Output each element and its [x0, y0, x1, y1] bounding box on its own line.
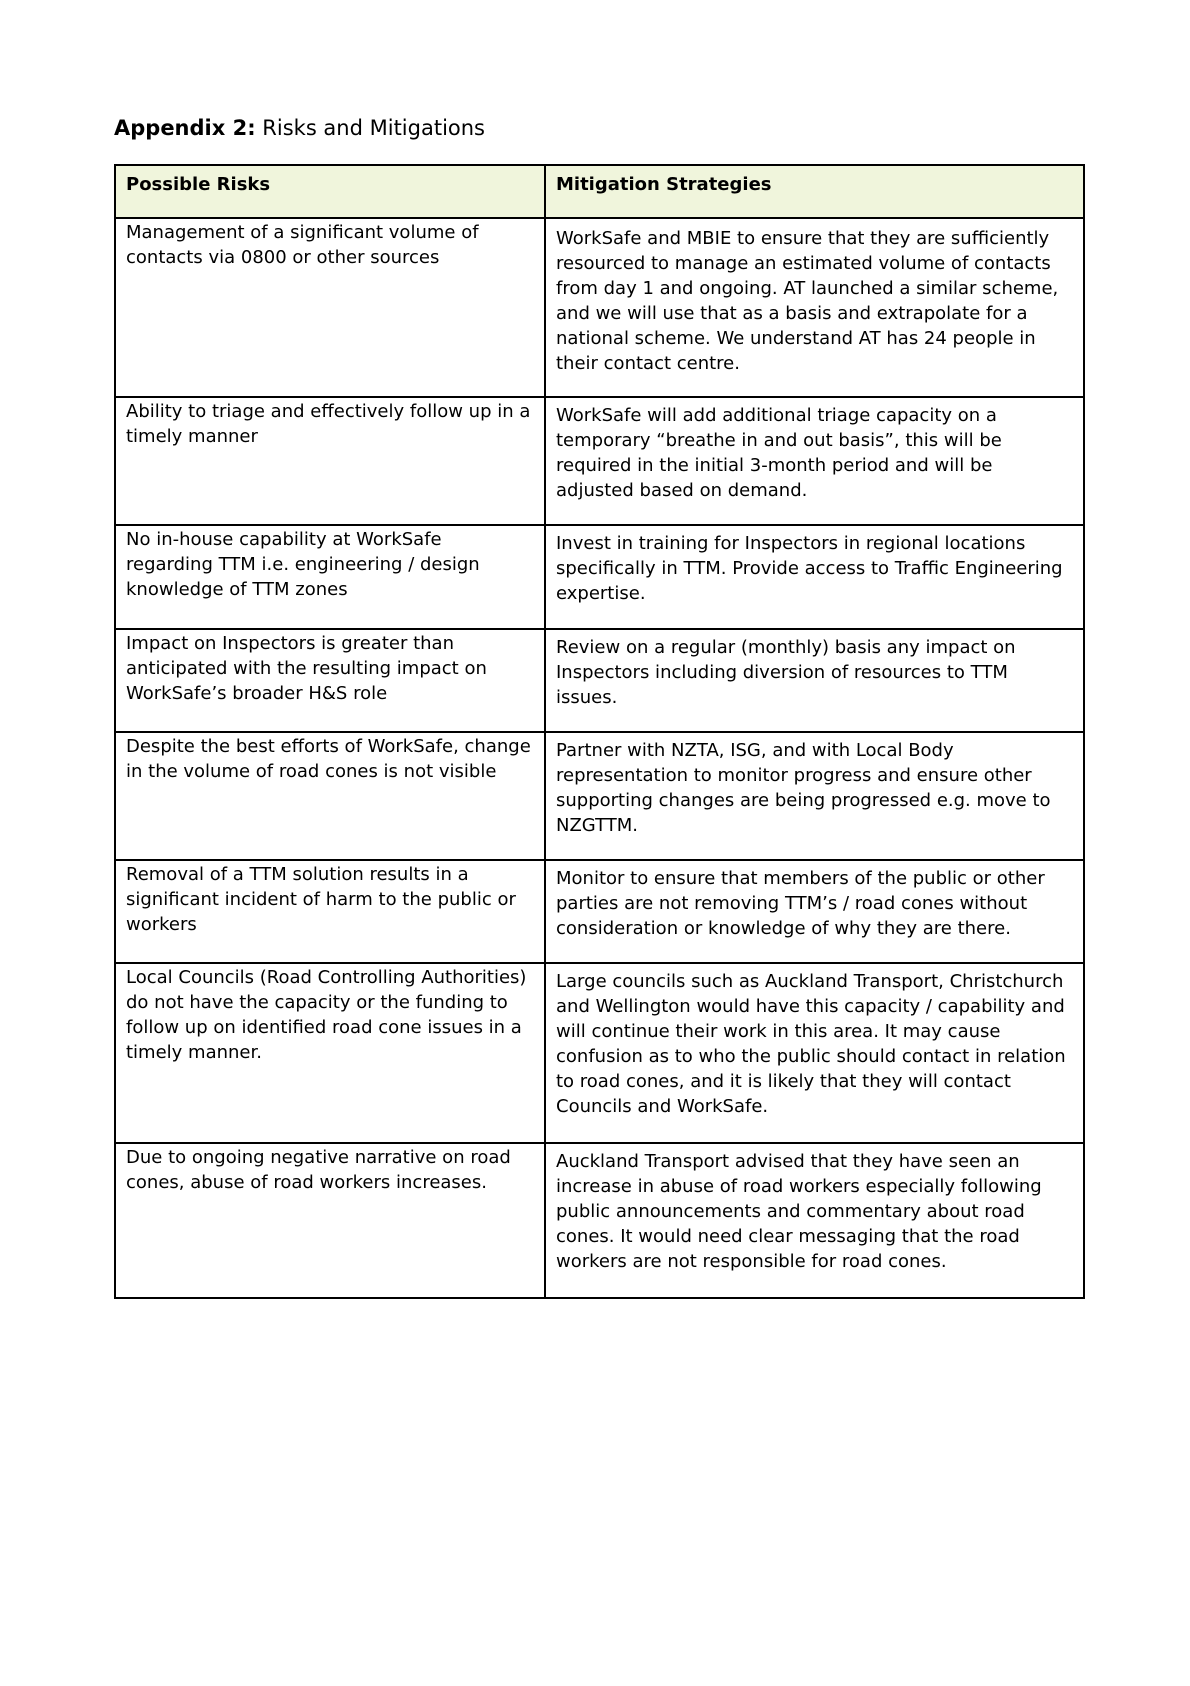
risk-cell: Ability to triage and effectively follow up in a timely manner [115, 397, 545, 525]
table-row [115, 397, 1084, 525]
mitigation-cell: WorkSafe will add additional triage capacity on a temporary “breathe in and out basis”, this will be required in the initial 3-month period and will be adjusted based on demand. [545, 397, 1084, 525]
header-mitigation-strategies: Mitigation Strategies [545, 165, 1084, 218]
risk-cell: Despite the best efforts of WorkSafe, change in the volume of road cones is not visible [115, 732, 545, 860]
table-row [115, 1143, 1084, 1298]
table-row [115, 732, 1084, 860]
table-row [115, 629, 1084, 732]
appendix-heading-label: Appendix 2: [114, 116, 256, 140]
mitigation-cell: Invest in training for Inspectors in regional locations specifically in TTM. Provide access to Traffic Engineering expertise. [545, 525, 1084, 629]
mitigation-cell: Monitor to ensure that members of the public or other parties are not removing TTM’s / road cones without consideration or knowledge of why they are there. [545, 860, 1084, 963]
risk-cell: Due to ongoing negative narrative on road cones, abuse of road workers increases. [115, 1143, 545, 1298]
header-possible-risks: Possible Risks [115, 165, 545, 218]
mitigation-cell: Auckland Transport advised that they have seen an increase in abuse of road workers especially following public announcements and commentary about road cones. It would need clear messaging that the road workers are not responsible for road cones. [545, 1143, 1084, 1298]
risk-cell: Impact on Inspectors is greater than anticipated with the resulting impact on WorkSafe’s broader H&S role [115, 629, 545, 732]
risk-cell: Removal of a TTM solution results in a significant incident of harm to the public or workers [115, 860, 545, 963]
table-row [115, 860, 1084, 963]
table-header-row [115, 165, 1084, 218]
table-row [115, 963, 1084, 1143]
table-row [115, 525, 1084, 629]
table-row [115, 218, 1084, 397]
risks-mitigations-table [114, 164, 1085, 1299]
mitigation-cell: Review on a regular (monthly) basis any impact on Inspectors including diversion of resources to TTM issues. [545, 629, 1084, 732]
appendix-heading [114, 114, 485, 142]
risk-cell: Local Councils (Road Controlling Authorities) do not have the capacity or the funding to follow up on identified road cone issues in a timely manner. [115, 963, 545, 1143]
risk-cell: Management of a significant volume of contacts via 0800 or other sources [115, 218, 545, 397]
mitigation-cell: Partner with NZTA, ISG, and with Local Body representation to monitor progress and ensure other supporting changes are being progressed e.g. move to NZGTTM. [545, 732, 1084, 860]
mitigation-cell: Large councils such as Auckland Transport, Christchurch and Wellington would have this capacity / capability and will continue their work in this area. It may cause confusion as to who the public should contact in relation to road cones, and it is likely that they will contact Councils and WorkSafe. [545, 963, 1084, 1143]
risk-cell: No in-house capability at WorkSafe regarding TTM i.e. engineering / design knowledge of TTM zones [115, 525, 545, 629]
appendix-heading-title: Risks and Mitigations [255, 116, 485, 140]
mitigation-cell: WorkSafe and MBIE to ensure that they are sufficiently resourced to manage an estimated volume of contacts from day 1 and ongoing. AT launched a similar scheme, and we will use that as a basis and extrapolate for a national scheme. We understand AT has 24 people in their contact centre. [545, 218, 1084, 397]
